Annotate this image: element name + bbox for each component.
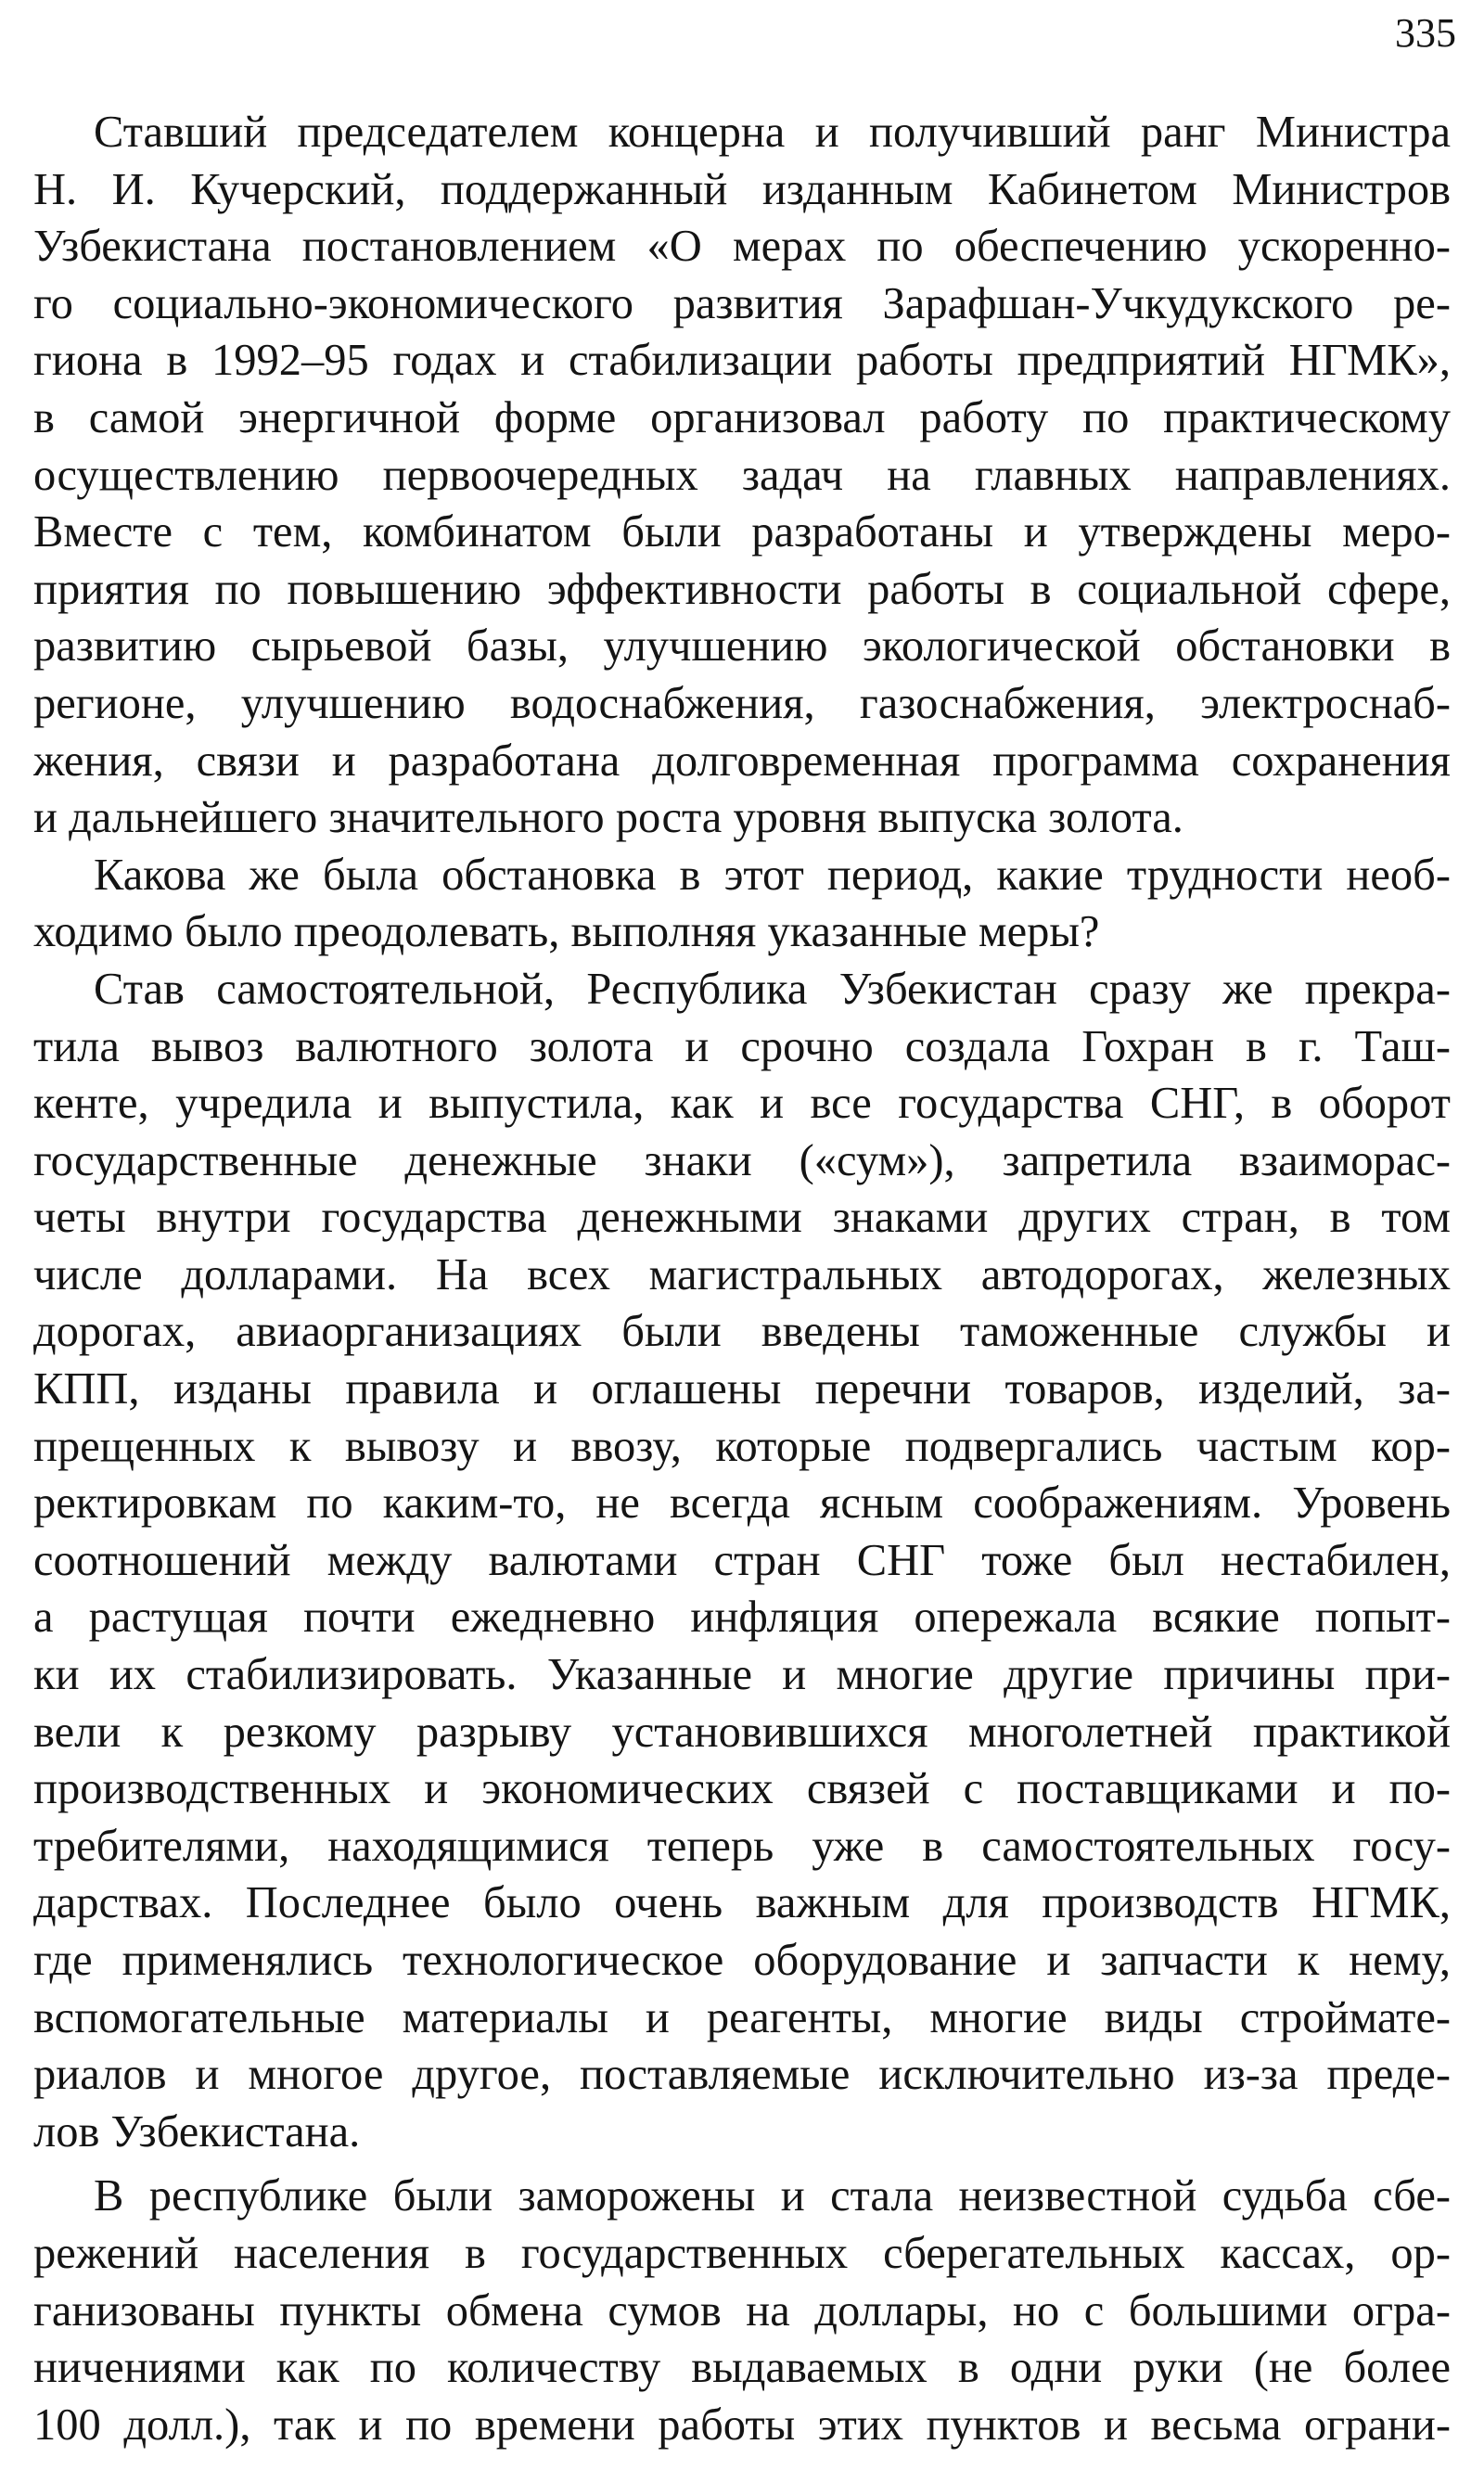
text-line: ходимо было преодолевать, выполняя указанные меры?: [33, 907, 1100, 957]
text-line: производственных и экономических связей с поставщиками и по-: [33, 1764, 1451, 1814]
text-line: тила вывоз валютного золота и срочно создала Гохран в г. Таш-: [33, 1021, 1451, 1071]
text-line: числе долларами. На всех магистральных автодорогах, железных: [33, 1249, 1451, 1299]
text-line: КПП, изданы правила и оглашены перечни товаров, изделий, за-: [33, 1364, 1451, 1414]
text-line: ганизованы пункты обмена сумов на доллары, но с большими огра-: [33, 2285, 1451, 2336]
text-line: вели к резкому разрыву установившихся многолетней практикой: [33, 1707, 1451, 1757]
text-line: требителями, находящимися теперь уже в самостоятельных госу-: [33, 1821, 1451, 1871]
text-line: го социально-экономического развития Зарафшан-Учкудукского ре-: [33, 278, 1451, 328]
text-line: В республике были заморожены и стала неизвестной судьба сбе-: [94, 2171, 1451, 2221]
text-line: режений населения в государственных сберегательных кассах, ор-: [33, 2228, 1451, 2278]
paragraph: [33, 2168, 1451, 2453]
text-line: прещенных к вывозу и ввозу, которые подвергались частым кор-: [33, 1421, 1451, 1471]
text-line: жения, связи и разработана долговременная программа сохранения: [33, 736, 1451, 786]
text-line: Ставший председателем концерна и получивший ранг Министра: [94, 108, 1451, 157]
text-line: и дальнейшего значительного роста уровня выпуска золота.: [33, 793, 1183, 843]
text-line: соотношений между валютами стран СНГ тоже был нестабилен,: [33, 1535, 1451, 1585]
page-number: 335: [1395, 10, 1456, 56]
text-line: кенте, учредила и выпустила, как и все государства СНГ, в оборот: [33, 1079, 1451, 1129]
text-line: Н. И. Кучерский, поддержанный изданным Кабинетом Министров: [33, 164, 1451, 214]
text-line: где применялись технологическое оборудование и запчасти к нему,: [33, 1936, 1451, 1985]
text-line: ничениями как по количеству выдаваемых в одни руки (не более: [33, 2343, 1451, 2393]
text-line: риалов и многое другое, поставляемые исключительно из-за преде-: [33, 2050, 1451, 2100]
text-line: дарствах. Последнее было очень важным для производств НГМК,: [33, 1878, 1451, 1928]
text-line: Став самостоятельной, Республика Узбекистан сразу же прекра-: [94, 964, 1451, 1014]
text-line: приятия по повышению эффективности работы в социальной сфере,: [33, 564, 1451, 614]
text-line: Какова же была обстановка в этот период, какие трудности необ-: [94, 850, 1451, 900]
text-line: вспомогательные материалы и реагенты, многие виды строймате-: [33, 1992, 1451, 2042]
text-line: 100 долл.), так и по времени работы этих пунктов и весьма ограни-: [33, 2400, 1451, 2450]
body-text: [33, 104, 1451, 2453]
paragraph: [33, 104, 1451, 847]
paragraph-gap: [33, 2160, 1451, 2168]
text-line: ки их стабилизировать. Указанные и многие другие причины при-: [33, 1650, 1451, 1700]
text-line: гиона в 1992–95 годах и стабилизации работы предприятий НГМК»,: [33, 336, 1451, 386]
text-line: Вместе с тем, комбинатом были разработаны и утверждены меро-: [33, 507, 1451, 557]
paragraph: [33, 847, 1451, 961]
text-line: лов Узбекистана.: [33, 2106, 361, 2157]
paragraph: [33, 961, 1451, 2160]
text-line: ректировкам по каким-то, не всегда ясным соображениям. Уровень: [33, 1478, 1451, 1529]
text-line: а растущая почти ежедневно инфляция опережала всякие попыт-: [33, 1593, 1451, 1643]
text-line: развитию сырьевой базы, улучшению экологической обстановки в: [33, 621, 1451, 672]
text-line: государственные денежные знаки («сум»), запретила взаиморас-: [33, 1135, 1451, 1185]
text-line: в самой энергичной форме организовал работу по практическому: [33, 392, 1451, 442]
text-line: четы внутри государства денежными знаками других стран, в том: [33, 1193, 1451, 1243]
text-line: Узбекистана постановлением «О мерах по обеспечению ускоренно-: [33, 222, 1451, 272]
text-line: осуществлению первоочередных задач на главных направлениях.: [33, 450, 1451, 500]
text-line: регионе, улучшению водоснабжения, газоснабжения, электроснаб-: [33, 678, 1451, 728]
text-line: дорогах, авиаорганизациях были введены таможенные службы и: [33, 1307, 1451, 1357]
